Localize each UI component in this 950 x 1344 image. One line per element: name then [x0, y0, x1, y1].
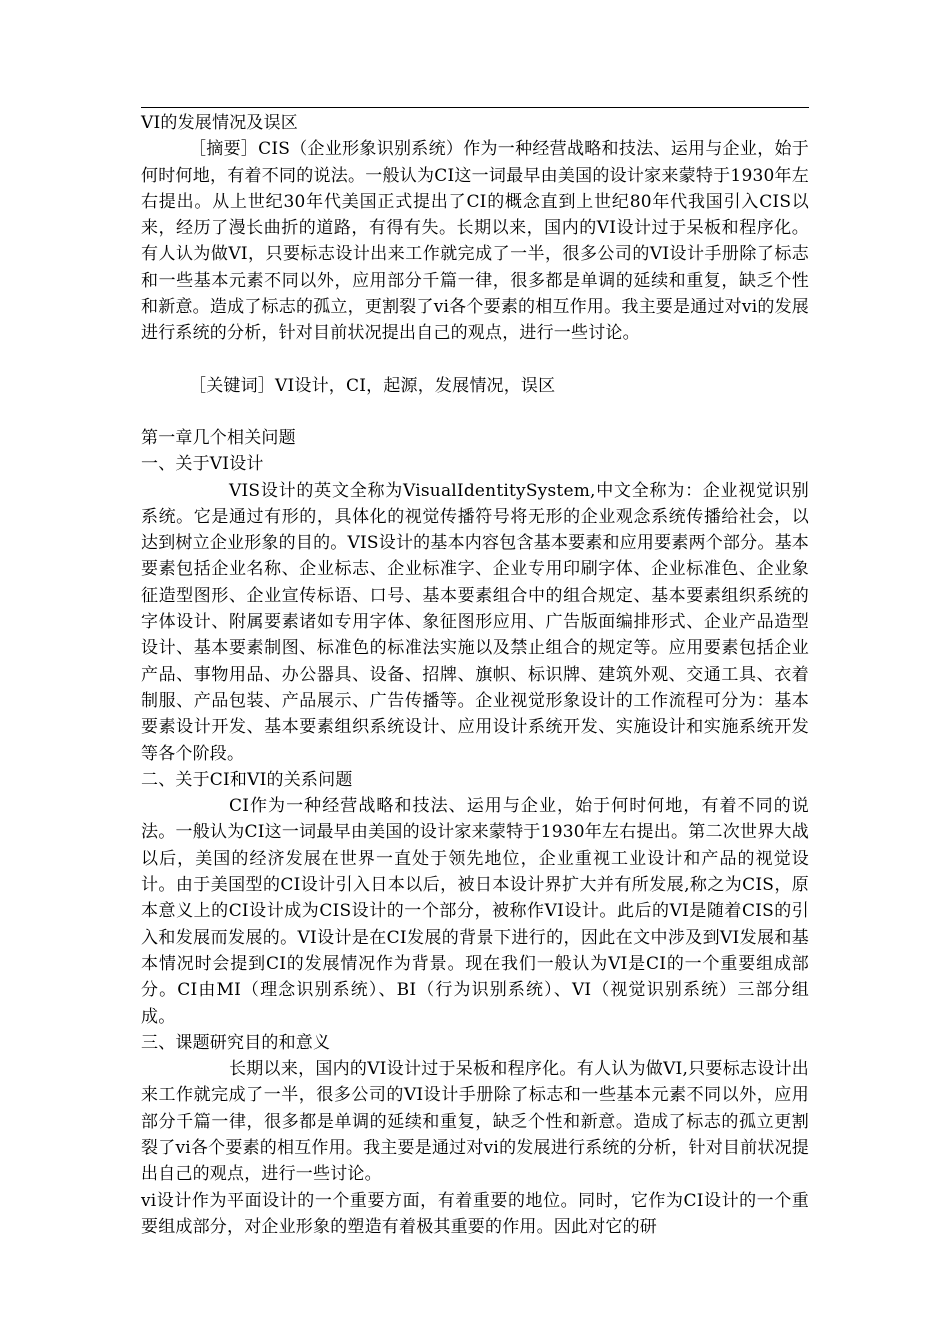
abstract-paragraph: ［摘要］CIS（企业形象识别系统）作为一种经营战略和技法、运用与企业，始于何时何地，有着不同的说法。一般认为CI这一词最早由美国的设计家来蒙特于1930年左右提出。从上世纪30年代美国正式提出了CI的概念直到上世纪80年代我国引入CIS以来，经历了漫长曲折的道路，有得有失。长期以来，国内的VI设计过于呆板和程序化。有人认为做VI，只要标志设计出来工作就完成了一半，很多公司的VI设计手册除了标志和一些基本元素不同以外，应用部分千篇一律，很多都是单调的延续和重复，缺乏个性和新意。造成了标志的孤立，更割裂了vi各个要素的相互作用。我主要是通过对vi的发展进行系统的分析，针对目前状况提出自己的观点，进行一些讨论。 — [141, 139, 809, 344]
header-rule — [141, 107, 809, 108]
keywords-paragraph: ［关键词］VI设计，CI，起源，发展情况，误区 — [189, 375, 556, 396]
document-body — [141, 110, 809, 1240]
section-heading: 三、课题研究目的和意义 — [141, 1032, 331, 1053]
section-paragraph: VIS设计的英文全称为VisualIdentitySystem,中文全称为：企业视觉识别系统。它是通过有形的，具体化的视觉传播符号将无形的企业观念系统传播给社会，以达到树立企业形象的目的。VIS设计的基本内容包含基本要素和应用要素两个部分。基本要素包括企业名称、企业标志、企业标准字、企业专用印刷字体、企业标准色、企业象征造型图形、企业宣传标语、口号、基本要素组合中的组合规定、基本要素组织系统的字体设计、附属要素诸如专用字体、象征图形应用、广告版面编排形式、企业产品造型设计、基本要素制图、标准色的标准法实施以及禁止组合的规定等。应用要素包括企业产品、事物用品、办公器具、设备、招牌、旗帜、标识牌、建筑外观、交通工具、衣着制服、产品包装、产品展示、广告传播等。企业视觉形象设计的工作流程可分为：基本要素设计开发、基本要素组织系统设计、应用设计系统开发、实施设计和实施系统开发等各个阶段。 — [141, 480, 809, 764]
document-title: VI的发展情况及误区 — [141, 113, 298, 133]
chapter-title: 第一章几个相关问题 — [141, 427, 296, 448]
section-paragraph: CI作为一种经营战略和技法、运用与企业，始于何时何地，有着不同的说法。一般认为CI这一词最早由美国的设计家来蒙特于1930年左右提出。第二次世界大战以后，美国的经济发展在世界一直处于领先地位，企业重视工业设计和产品的视觉设计。由于美国型的CI设计引入日本以后，被日本设计界扩大并有所发展,称之为CIS，原本意义上的CI设计成为CIS设计的一个部分，被称作VI设计。此后的VI是随着CIS的引入和发展而发展的。VI设计是在CI发展的背景下进行的，因此在文中涉及到VI发展和基本情况时会提到CI的发展情况作为背景。现在我们一般认为VI是CI的一个重要组成部分。CI由MI（理念识别系统）、BI（行为识别系统）、VI（视觉识别系统）三部分组成。 — [141, 796, 809, 1027]
spacer — [141, 399, 809, 425]
section-paragraph: 长期以来，国内的VI设计过于呆板和程序化。有人认为做VI,只要标志设计出来工作就完成了一半，很多公司的VI设计手册除了标志和一些基本元素不同以外，应用部分千篇一律，很多都是单调的延续和重复，缺乏个性和新意。造成了标志的孤立更割裂了vi各个要素的相互作用。我主要是通过对vi的发展进行系统的分析，针对目前状况提出自己的观点，进行一些讨论。 — [141, 1059, 809, 1185]
section-paragraph: vi设计作为平面设计的一个重要方面，有着重要的地位。同时，它作为CI设计的一个重要组成部分，对企业形象的塑造有着极其重要的作用。因此对它的研 — [141, 1190, 809, 1237]
spacer — [141, 347, 809, 373]
section-heading: 一、关于VI设计 — [141, 454, 264, 475]
section-heading: 二、关于CI和VI的关系问题 — [141, 769, 353, 790]
